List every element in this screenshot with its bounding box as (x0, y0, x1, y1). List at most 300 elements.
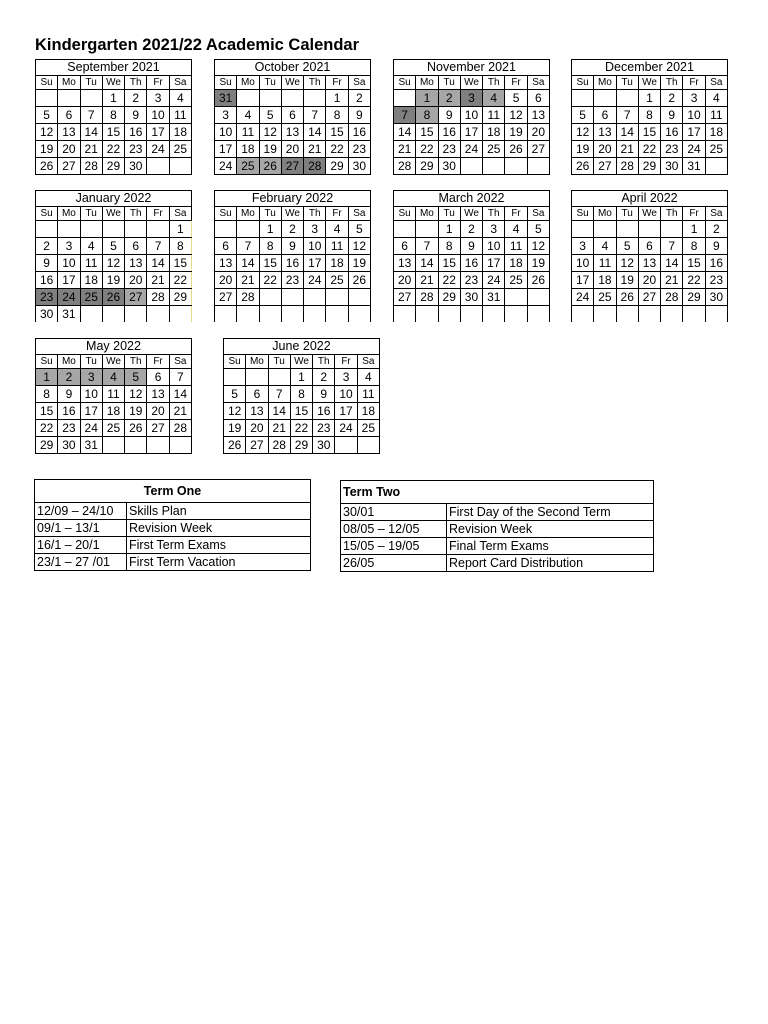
weekday-header: We (281, 207, 303, 221)
calendar-day: 21 (147, 272, 169, 289)
calendar-day: 27 (638, 289, 660, 306)
weekday-header: Sa (169, 207, 191, 221)
calendar-day (416, 221, 438, 238)
calendar-day: 28 (80, 158, 102, 175)
calendar-day (304, 306, 326, 323)
weekday-header: Tu (80, 76, 102, 90)
weekday-header: Mo (58, 207, 80, 221)
calendar-table (571, 59, 728, 175)
calendar-day (527, 158, 549, 175)
month-name: March 2022 (394, 191, 550, 207)
calendar-week-row (224, 369, 380, 386)
calendar-day: 30 (705, 289, 727, 306)
calendar-day: 22 (638, 141, 660, 158)
calendar-day: 26 (259, 158, 281, 175)
calendar-day: 22 (438, 272, 460, 289)
calendar-day: 1 (683, 221, 705, 238)
calendar-week-row (215, 107, 371, 124)
calendar-week-row (36, 403, 192, 420)
calendar-day: 1 (36, 369, 58, 386)
calendar-day: 17 (335, 403, 357, 420)
month-name: December 2021 (572, 60, 728, 76)
calendar-table (393, 59, 550, 175)
calendar-day: 1 (290, 369, 312, 386)
calendar-day: 23 (281, 272, 303, 289)
calendar-day (147, 221, 169, 238)
calendar-day: 2 (36, 238, 58, 255)
calendar-day: 10 (147, 107, 169, 124)
term-date: 26/05 (341, 555, 447, 572)
weekday-header: Tu (80, 207, 102, 221)
calendar-day: 5 (572, 107, 594, 124)
calendar-day: 13 (58, 124, 80, 141)
table-row (35, 503, 311, 520)
term-event: First Day of the Second Term (447, 504, 654, 521)
calendar-week-row (572, 272, 728, 289)
calendar-day: 15 (259, 255, 281, 272)
calendar-day (416, 306, 438, 323)
calendar-week-row (36, 255, 192, 272)
calendar-day: 6 (594, 107, 616, 124)
weekday-header: Th (313, 355, 335, 369)
calendar-day: 9 (705, 238, 727, 255)
month-november-2021 (393, 59, 550, 175)
calendar-day: 14 (147, 255, 169, 272)
calendar-day: 9 (348, 107, 370, 124)
calendar-day (125, 306, 147, 323)
calendar-day: 10 (683, 107, 705, 124)
calendar-day: 7 (268, 386, 290, 403)
weekday-header: Su (394, 207, 416, 221)
calendar-day (594, 306, 616, 323)
calendar-day (616, 221, 638, 238)
calendar-day (616, 306, 638, 323)
calendar-day: 22 (416, 141, 438, 158)
calendar-day: 19 (616, 272, 638, 289)
month-october-2021 (214, 59, 371, 175)
calendar-day: 23 (36, 289, 58, 306)
calendar-day (572, 306, 594, 323)
calendar-day: 8 (326, 107, 348, 124)
calendar-day: 8 (683, 238, 705, 255)
calendar-day: 3 (147, 90, 169, 107)
calendar-week-row (36, 369, 192, 386)
calendar-day: 18 (483, 124, 505, 141)
calendar-day (125, 221, 147, 238)
calendar-week-row (224, 386, 380, 403)
month-february-2022 (214, 190, 371, 322)
calendar-week-row (572, 306, 728, 323)
calendar-day: 8 (638, 107, 660, 124)
calendar-week-row (36, 386, 192, 403)
calendar-day: 24 (335, 420, 357, 437)
weekday-header: We (281, 76, 303, 90)
calendar-day (147, 437, 169, 454)
calendar-day: 2 (661, 90, 683, 107)
calendar-day: 14 (661, 255, 683, 272)
calendar-day: 6 (125, 238, 147, 255)
calendar-day: 3 (483, 221, 505, 238)
calendar-week-row (394, 306, 550, 323)
term-two-heading: Term Two (341, 481, 654, 504)
calendar-day: 16 (281, 255, 303, 272)
calendar-day: 2 (281, 221, 303, 238)
weekday-header: Fr (683, 76, 705, 90)
weekday-header: Sa (357, 355, 379, 369)
weekday-header: Tu (616, 207, 638, 221)
calendar-day: 26 (616, 289, 638, 306)
calendar-day: 27 (281, 158, 303, 175)
calendar-day: 21 (304, 141, 326, 158)
calendar-day: 29 (326, 158, 348, 175)
calendar-day: 29 (169, 289, 191, 306)
calendar-day: 4 (483, 90, 505, 107)
calendar-week-row (36, 124, 192, 141)
calendar-day: 2 (438, 90, 460, 107)
calendar-day: 27 (147, 420, 169, 437)
weekday-header: Sa (348, 207, 370, 221)
calendar-day: 11 (326, 238, 348, 255)
calendar-day: 11 (357, 386, 379, 403)
calendar-day: 2 (313, 369, 335, 386)
calendar-day: 2 (705, 221, 727, 238)
calendar-day (348, 289, 370, 306)
calendar-day: 6 (147, 369, 169, 386)
calendar-day: 23 (705, 272, 727, 289)
table-row (35, 520, 311, 537)
calendar-day: 24 (460, 141, 482, 158)
calendar-day: 28 (169, 420, 191, 437)
calendar-day: 12 (102, 255, 124, 272)
calendar-day: 9 (661, 107, 683, 124)
weekday-header: Mo (58, 76, 80, 90)
calendar-day (58, 90, 80, 107)
calendar-day: 14 (268, 403, 290, 420)
weekday-header: Th (661, 76, 683, 90)
calendar-day (483, 306, 505, 323)
weekday-header: Fr (326, 76, 348, 90)
calendar-week-row (572, 124, 728, 141)
calendar-day: 21 (394, 141, 416, 158)
calendar-day: 7 (147, 238, 169, 255)
calendar-day: 18 (102, 403, 124, 420)
calendar-day: 8 (438, 238, 460, 255)
calendar-day: 28 (416, 289, 438, 306)
calendar-day: 22 (259, 272, 281, 289)
calendar-week-row (224, 437, 380, 454)
calendar-day: 15 (683, 255, 705, 272)
calendar-day: 12 (259, 124, 281, 141)
calendar-day: 28 (304, 158, 326, 175)
calendar-day: 28 (147, 289, 169, 306)
calendar-day: 4 (102, 369, 124, 386)
calendar-day: 14 (169, 386, 191, 403)
calendar-day: 20 (147, 403, 169, 420)
calendar-day: 13 (594, 124, 616, 141)
calendar-day: 20 (246, 420, 268, 437)
calendar-day: 14 (237, 255, 259, 272)
month-name: February 2022 (215, 191, 371, 207)
calendar-day: 1 (416, 90, 438, 107)
calendar-day: 27 (215, 289, 237, 306)
calendar-week-row (572, 221, 728, 238)
calendar-day: 26 (348, 272, 370, 289)
weekday-header: Mo (237, 207, 259, 221)
calendar-day: 19 (259, 141, 281, 158)
calendar-week-row (394, 272, 550, 289)
calendar-week-row (572, 158, 728, 175)
weekday-header: Mo (416, 207, 438, 221)
weekday-header: Fr (335, 355, 357, 369)
calendar-day: 5 (259, 107, 281, 124)
calendar-day: 23 (438, 141, 460, 158)
calendar-day: 3 (335, 369, 357, 386)
calendar-day: 25 (169, 141, 191, 158)
calendar-day: 25 (483, 141, 505, 158)
calendar-day: 30 (58, 437, 80, 454)
calendar-day (259, 289, 281, 306)
calendar-day: 18 (505, 255, 527, 272)
calendar-day: 29 (416, 158, 438, 175)
calendar-day: 2 (460, 221, 482, 238)
weekday-header: Tu (438, 76, 460, 90)
calendar-week-row (36, 221, 192, 238)
calendar-title: Kindergarten 2021/22 Academic Calendar (35, 36, 360, 54)
calendar-day: 5 (224, 386, 246, 403)
calendar-day: 7 (416, 238, 438, 255)
calendar-day: 29 (36, 437, 58, 454)
calendar-week-row (36, 238, 192, 255)
term-event: Skills Plan (127, 503, 311, 520)
calendar-day (237, 90, 259, 107)
calendar-day: 10 (335, 386, 357, 403)
calendar-day: 9 (125, 107, 147, 124)
weekday-header: We (102, 76, 124, 90)
weekday-header: Su (36, 355, 58, 369)
calendar-day: 22 (102, 141, 124, 158)
calendar-day: 9 (58, 386, 80, 403)
calendar-day: 3 (80, 369, 102, 386)
table-row (341, 555, 654, 572)
calendar-day: 12 (505, 107, 527, 124)
calendar-day (224, 369, 246, 386)
calendar-day: 5 (527, 221, 549, 238)
month-may-2022 (35, 338, 192, 454)
calendar-day: 15 (438, 255, 460, 272)
calendar-day: 27 (594, 158, 616, 175)
calendar-table (571, 190, 728, 322)
calendar-day: 19 (348, 255, 370, 272)
weekday-header: Mo (594, 76, 616, 90)
calendar-day: 19 (36, 141, 58, 158)
calendar-day: 8 (169, 238, 191, 255)
calendar-day (281, 306, 303, 323)
calendar-week-row (572, 289, 728, 306)
calendar-day: 24 (483, 272, 505, 289)
calendar-day (147, 158, 169, 175)
calendar-day (661, 306, 683, 323)
calendar-day: 25 (237, 158, 259, 175)
calendar-day: 20 (527, 124, 549, 141)
weekday-header: Th (125, 207, 147, 221)
calendar-day: 20 (394, 272, 416, 289)
weekday-header: We (460, 76, 482, 90)
calendar-day: 20 (594, 141, 616, 158)
weekday-header: Fr (147, 76, 169, 90)
calendar-day: 19 (527, 255, 549, 272)
calendar-day: 16 (661, 124, 683, 141)
term-event: Revision Week (127, 520, 311, 537)
weekday-header: We (460, 207, 482, 221)
calendar-week-row (224, 420, 380, 437)
weekday-header: Sa (705, 76, 727, 90)
calendar-table (393, 190, 550, 322)
calendar-day: 25 (357, 420, 379, 437)
calendar-day: 12 (224, 403, 246, 420)
table-row (35, 554, 311, 571)
calendar-day (460, 306, 482, 323)
calendar-day: 24 (80, 420, 102, 437)
calendar-day (705, 158, 727, 175)
calendar-day: 4 (505, 221, 527, 238)
calendar-week-row (36, 90, 192, 107)
weekday-header: Th (304, 207, 326, 221)
calendar-day: 25 (505, 272, 527, 289)
calendar-day: 15 (169, 255, 191, 272)
calendar-day: 6 (58, 107, 80, 124)
calendar-day: 15 (326, 124, 348, 141)
calendar-day: 4 (80, 238, 102, 255)
month-name: October 2021 (215, 60, 371, 76)
calendar-day: 14 (416, 255, 438, 272)
calendar-day (215, 221, 237, 238)
calendar-day: 9 (460, 238, 482, 255)
calendar-day: 26 (572, 158, 594, 175)
weekday-header: Su (215, 76, 237, 90)
calendar-day: 20 (638, 272, 660, 289)
weekday-header: Su (36, 76, 58, 90)
weekday-header: Su (224, 355, 246, 369)
calendar-week-row (215, 238, 371, 255)
calendar-day: 20 (58, 141, 80, 158)
calendar-day: 9 (438, 107, 460, 124)
calendar-day: 7 (616, 107, 638, 124)
calendar-day: 12 (125, 386, 147, 403)
calendar-day: 26 (224, 437, 246, 454)
calendar-table (214, 59, 371, 175)
term-event: Report Card Distribution (447, 555, 654, 572)
calendar-day: 22 (169, 272, 191, 289)
calendar-day: 8 (36, 386, 58, 403)
calendar-day: 1 (259, 221, 281, 238)
calendar-table (35, 59, 192, 175)
weekday-header: Mo (416, 76, 438, 90)
calendar-day (36, 90, 58, 107)
calendar-day: 11 (80, 255, 102, 272)
calendar-day: 28 (268, 437, 290, 454)
calendar-day: 23 (348, 141, 370, 158)
calendar-day (326, 306, 348, 323)
weekday-header: Tu (438, 207, 460, 221)
calendar-week-row (394, 141, 550, 158)
calendar-day: 4 (357, 369, 379, 386)
calendar-day (259, 90, 281, 107)
calendar-day: 19 (572, 141, 594, 158)
calendar-day: 21 (80, 141, 102, 158)
calendar-day (594, 221, 616, 238)
calendar-day: 29 (102, 158, 124, 175)
calendar-day: 11 (102, 386, 124, 403)
calendar-day (80, 306, 102, 323)
calendar-day: 3 (683, 90, 705, 107)
calendar-day (237, 306, 259, 323)
calendar-day: 25 (326, 272, 348, 289)
calendar-day: 24 (58, 289, 80, 306)
calendar-day (394, 90, 416, 107)
calendar-day: 15 (416, 124, 438, 141)
term-one-heading: Term One (35, 480, 311, 503)
calendar-day: 28 (394, 158, 416, 175)
calendar-day: 24 (304, 272, 326, 289)
weekday-header: Su (36, 207, 58, 221)
table-row (341, 521, 654, 538)
calendar-day: 18 (705, 124, 727, 141)
calendar-day: 4 (705, 90, 727, 107)
calendar-day: 15 (36, 403, 58, 420)
term-one-table (34, 479, 311, 571)
calendar-day: 29 (290, 437, 312, 454)
calendar-day: 19 (102, 272, 124, 289)
weekday-header: Su (394, 76, 416, 90)
calendar-day: 31 (80, 437, 102, 454)
calendar-day: 26 (125, 420, 147, 437)
calendar-day: 5 (36, 107, 58, 124)
weekday-header: Sa (169, 355, 191, 369)
weekday-header: Fr (683, 207, 705, 221)
weekday-header: We (290, 355, 312, 369)
calendar-day (438, 306, 460, 323)
calendar-day: 20 (215, 272, 237, 289)
calendar-day (505, 158, 527, 175)
calendar-day: 27 (58, 158, 80, 175)
calendar-day (527, 306, 549, 323)
calendar-day: 19 (125, 403, 147, 420)
calendar-day: 11 (594, 255, 616, 272)
calendar-day: 22 (36, 420, 58, 437)
calendar-day: 29 (638, 158, 660, 175)
calendar-day: 16 (348, 124, 370, 141)
calendar-day: 14 (394, 124, 416, 141)
calendar-day (348, 306, 370, 323)
calendar-week-row (36, 272, 192, 289)
weekday-header: Th (483, 207, 505, 221)
weekday-header: Fr (505, 76, 527, 90)
term-two-table (340, 480, 654, 572)
calendar-day: 8 (416, 107, 438, 124)
calendar-week-row (36, 420, 192, 437)
calendar-day: 16 (460, 255, 482, 272)
calendar-day: 8 (259, 238, 281, 255)
month-march-2022 (393, 190, 550, 322)
calendar-table (35, 338, 192, 454)
term-date: 12/09 – 24/10 (35, 503, 127, 520)
calendar-day (594, 90, 616, 107)
calendar-day: 1 (102, 90, 124, 107)
calendar-table (35, 190, 192, 322)
calendar-week-row (394, 238, 550, 255)
calendar-day: 17 (215, 141, 237, 158)
calendar-day (169, 306, 191, 323)
